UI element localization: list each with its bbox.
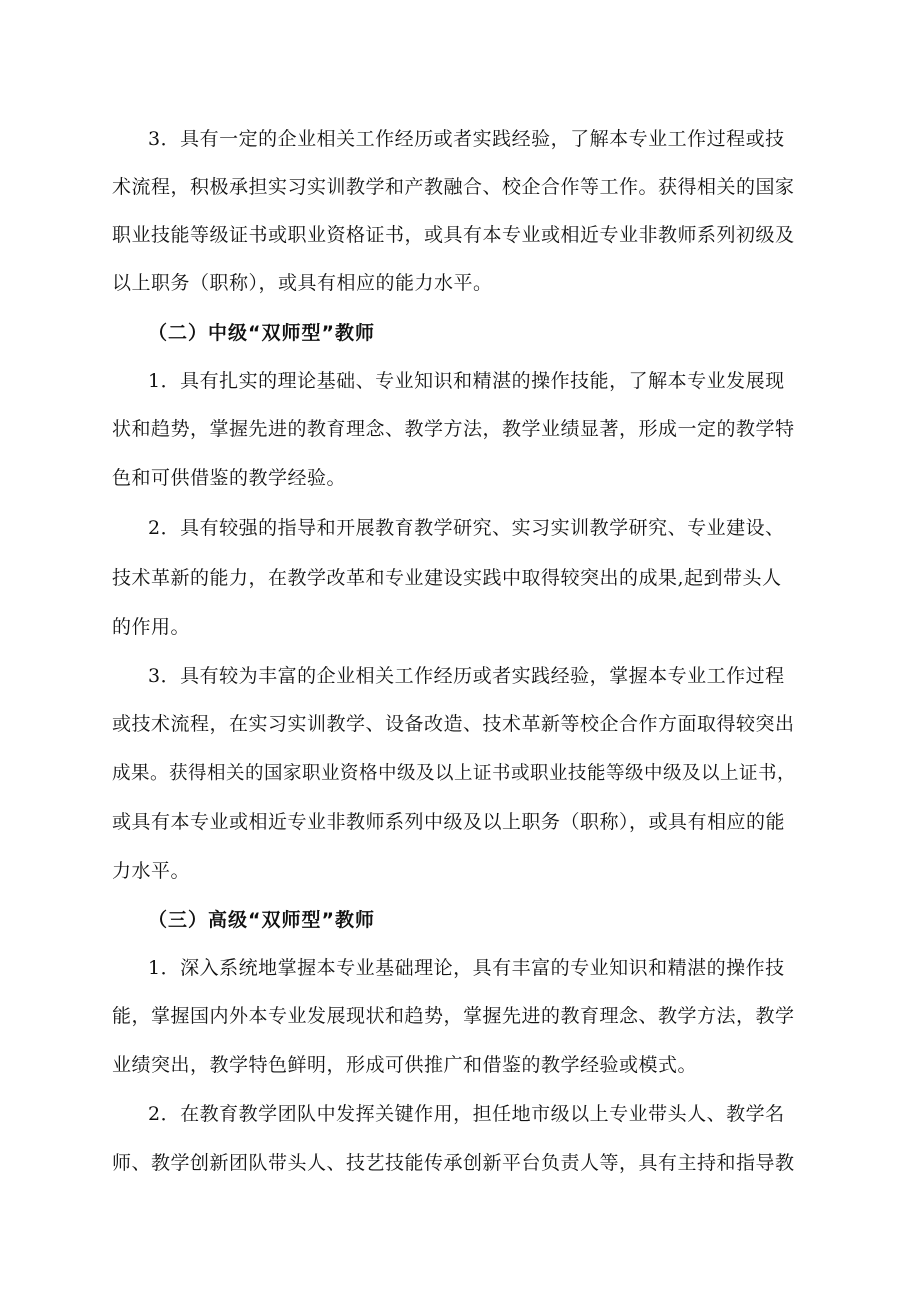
paragraph-line: 成果。获得相关的国家职业资格中级及以上证书或职业技能等级中级及以上证书，: [112, 763, 797, 784]
paragraph-line: 1．深入系统地掌握本专业基础理论，具有丰富的专业知识和精湛的操作技: [148, 957, 785, 979]
paragraph-line: 3．具有一定的企业相关工作经历或者实践经验，了解本专业工作过程或技: [148, 128, 785, 150]
paragraph-line: 能，掌握国内外本专业发展现状和趋势，掌握先进的教育理念、教学方法，教学: [112, 1005, 795, 1027]
paragraph-line: 力水平。: [112, 860, 191, 882]
section-heading-intermediate: （二）中级“双师型”教师: [148, 322, 375, 344]
paragraph-line: 业绩突出，教学特色鲜明，形成可供推广和借鉴的教学经验或模式。: [112, 1054, 698, 1076]
paragraph-line: 或技术流程，在实习实训教学、设备改造、技术革新等校企合作方面取得较突出: [112, 713, 795, 735]
paragraph-line: 色和可供借鉴的教学经验。: [112, 467, 347, 489]
paragraph-line: 的作用。: [112, 616, 191, 638]
paragraph-line: 3．具有较为丰富的企业相关工作经历或者实践经验，掌握本专业工作过程: [148, 665, 785, 687]
paragraph-line: 职业技能等级证书或职业资格证书，或具有本专业或相近专业非教师系列初级及: [112, 224, 795, 246]
paragraph-line: 技术革新的能力，在教学改革和专业建设实践中取得较突出的成果,起到带头人: [112, 567, 782, 589]
paragraph-line: 2．在教育教学团队中发挥关键作用，担任地市级以上专业带头人、教学名: [148, 1103, 785, 1125]
paragraph-line: 2．具有较强的指导和开展教育教学研究、实习实训教学研究、专业建设、: [148, 517, 785, 539]
paragraph-line: 1．具有扎实的理论基础、专业知识和精湛的操作技能，了解本专业发展现: [148, 370, 785, 392]
section-heading-senior: （三）高级“双师型”教师: [148, 909, 375, 931]
paragraph-line: 或具有本专业或相近专业非教师系列中级及以上职务（职称），或具有相应的能: [112, 811, 786, 833]
paragraph-line: 以上职务（职称），或具有相应的能力水平。: [112, 272, 493, 294]
paragraph-line: 术流程，积极承担实习实训教学和产教融合、校企合作等工作。获得相关的国家: [112, 176, 795, 198]
paragraph-line: 师、教学创新团队带头人、技艺技能传承创新平台负责人等，具有主持和指导教: [112, 1152, 795, 1174]
paragraph-line: 状和趋势，掌握先进的教育理念、教学方法，教学业绩显著，形成一定的教学特: [112, 418, 795, 440]
